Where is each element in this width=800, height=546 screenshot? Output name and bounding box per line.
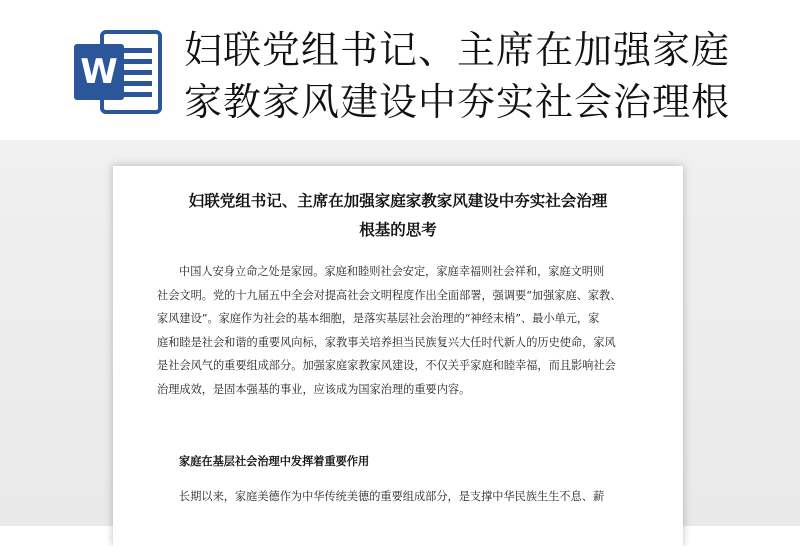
- paragraph-line: 是社会风气的重要组成部分。加强家庭家教家风建设，不仅关乎家庭和睦幸福，而且影响社会: [157, 359, 616, 373]
- paragraph-line: 庭和睦是社会和谐的重要风向标，家教事关培养担当民族复兴大任时代新人的历史使命，家风: [157, 335, 616, 349]
- banner-title-line: 家教家风建设中夯实社会治理根: [184, 80, 731, 124]
- banner-title: [184, 24, 784, 128]
- banner-title-line: 妇联党组书记、主席在加强家庭: [184, 28, 731, 72]
- document-title-line: 妇联党组书记、主席在加强家庭家教家风建设中夯实社会治理: [188, 191, 608, 210]
- paragraph-line: 家风建设”。家庭作为社会的基本细胞，是落实基层社会治理的“神经末梢”、最小单元，家: [157, 312, 600, 326]
- document-paragraph: [157, 260, 643, 402]
- document-title-line: 根基的思考: [359, 220, 437, 239]
- word-document-icon: [72, 30, 164, 114]
- section-heading: 家庭在基层社会治理中发挥着重要作用: [179, 454, 370, 468]
- header-banner: [0, 0, 800, 140]
- paragraph-line: 治理成效，是固本强基的事业，应该成为国家治理的重要内容。: [157, 382, 471, 396]
- paragraph-line: 社会文明。党的十九届五中全会对提高社会文明程度作出全面部署，强调要“加强家庭、家教、: [157, 288, 622, 302]
- document-title: [113, 186, 683, 244]
- document-page: [113, 166, 683, 546]
- word-icon-letter: W: [80, 52, 118, 92]
- paragraph-line: 中国人安身立命之处是家园。家庭和睦则社会安定，家庭幸福则社会祥和，家庭文明则: [179, 265, 605, 278]
- paragraph-line: 长期以来，家庭美德作为中华传统美德的重要组成部分，是支撑中华民族生生不息、薪: [179, 490, 605, 503]
